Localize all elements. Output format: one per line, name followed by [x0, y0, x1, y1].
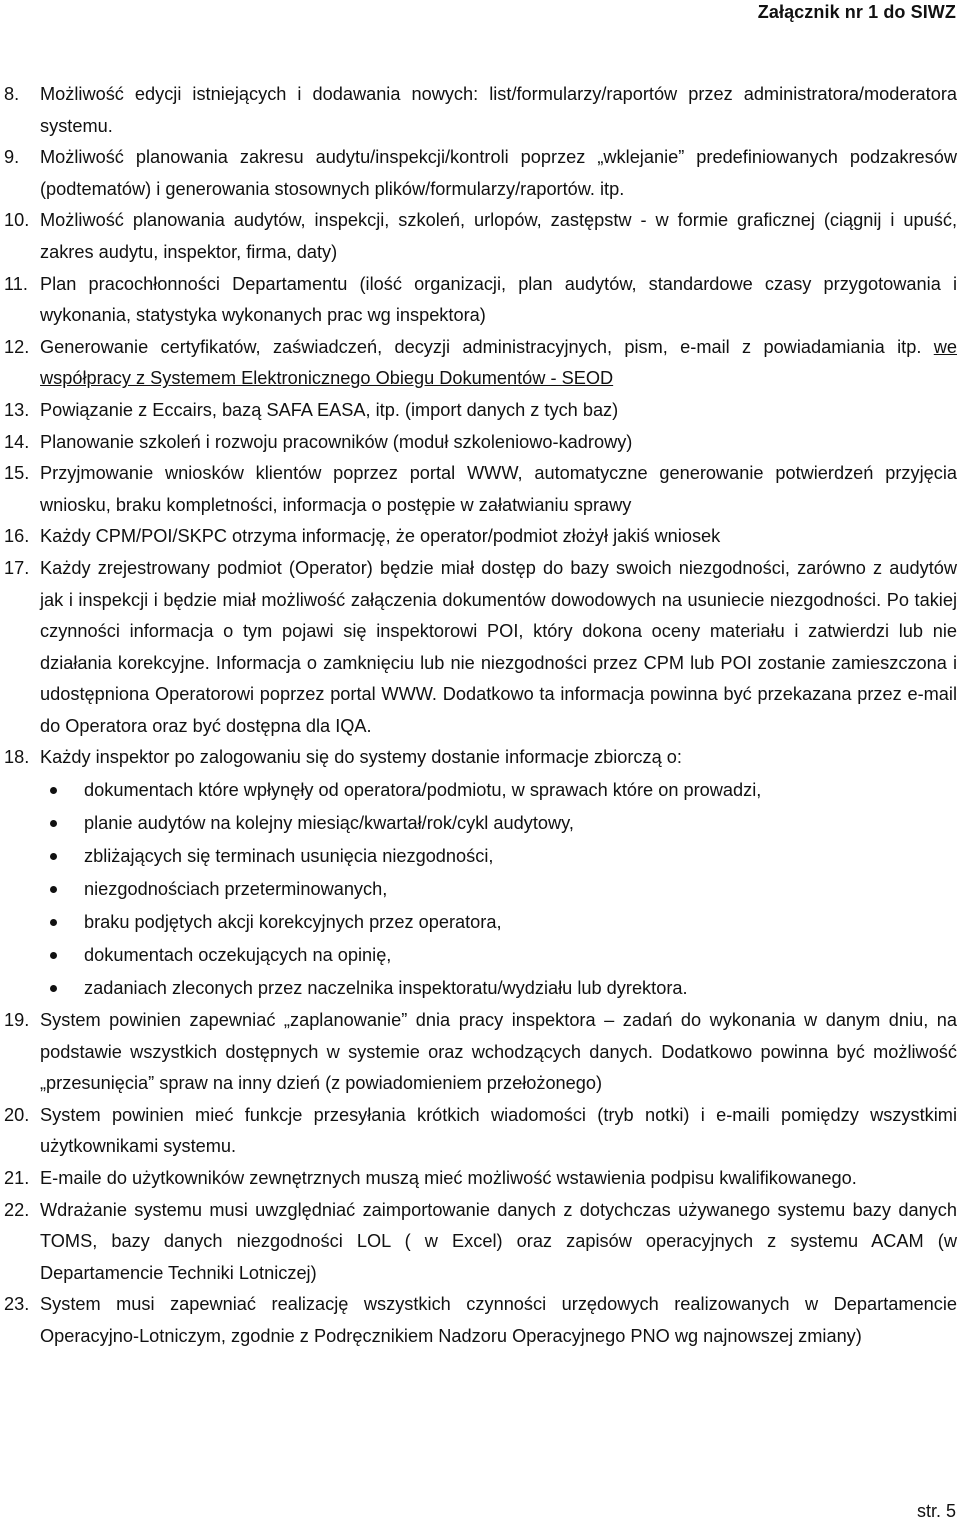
bullet-text: planie audytów na kolejny miesiąc/kwartał/rok/cykl audytowy,	[84, 813, 574, 834]
item-number: 22.	[4, 1199, 30, 1220]
bullet-item	[4, 840, 957, 873]
item-number: 13.	[4, 399, 30, 420]
list-item	[4, 1195, 957, 1290]
list-item	[4, 332, 957, 395]
item-number: 12.	[4, 336, 30, 357]
item-text: Każdy CPM/POI/SKPC otrzyma informację, że operator/podmiot złożył jakiś wniosek	[40, 526, 721, 547]
bullet-item	[4, 807, 957, 840]
bullet-item	[4, 774, 957, 807]
bullet-icon	[50, 886, 57, 893]
item-number: 9.	[4, 147, 20, 168]
list-item	[4, 458, 957, 521]
item-number: 21.	[4, 1168, 30, 1189]
item-number: 17.	[4, 557, 30, 578]
bullet-text: zadaniach zleconych przez naczelnika inspektoratu/wydziału lub dyrektora.	[84, 978, 688, 999]
bullet-icon	[50, 919, 57, 926]
list-item	[4, 1100, 957, 1163]
list-item	[4, 269, 957, 332]
list-item	[4, 742, 957, 774]
item-text: E-maile do użytkowników zewnętrznych muszą mieć możliwość wstawienia podpisu kwalifikowanego.	[40, 1168, 857, 1189]
list-item	[4, 1163, 957, 1195]
bullet-text: zbliżających się terminach usunięcia niezgodności,	[84, 846, 494, 867]
item-number: 19.	[4, 1010, 30, 1031]
list-item	[4, 142, 957, 205]
item-number: 14.	[4, 431, 30, 452]
item-number: 15.	[4, 463, 30, 484]
bullet-text: niezgodnościach przeterminowanych,	[84, 879, 388, 900]
list-item	[4, 1005, 957, 1100]
bullet-icon	[50, 787, 57, 794]
item-number: 20.	[4, 1104, 30, 1125]
item-text: Możliwość edycji istniejących i dodawania nowych: list/formularzy/raportów przez administratora/moderatora systemu.	[40, 84, 957, 136]
item-number: 8.	[4, 84, 20, 104]
list-item	[4, 395, 957, 427]
page-header-title: Załącznik nr 1 do SIWZ	[757, 2, 956, 22]
item-text: System powinien zapewniać „zaplanowanie” dnia pracy inspektora – zadań do wykonania w danym dniu, na podstawie wszystkich dostępnych w systemie oraz wchodzących danych. Dodatkowo powinna być możliwość „przesunięcia” spraw na inny dzień (z powiadomieniem przełożonego)	[40, 1010, 957, 1094]
bullet-icon	[50, 985, 57, 992]
list-item	[4, 79, 957, 142]
bullet-item	[4, 972, 957, 1005]
item-text: Powiązanie z Eccairs, bazą SAFA EASA, itp. (import danych z tych baz)	[40, 399, 619, 420]
bullet-icon	[50, 820, 57, 827]
item-number: 10.	[4, 210, 30, 231]
bullet-text: dokumentach oczekujących na opinię,	[84, 945, 392, 966]
item-text: System musi zapewniać realizację wszystkich czynności urzędowych realizowanych w Departamencie Operacyjno-Lotniczym, zgodnie z Podręcznikiem Nadzoru Operacyjnego PNO wg najnowszej zmiany)	[40, 1294, 957, 1346]
item-number: 18.	[4, 747, 30, 768]
item-number: 23.	[4, 1294, 30, 1315]
item-text: Możliwość planowania audytów, inspekcji, szkoleń, urlopów, zastępstw - w formie graficznej (ciągnij i upuść, zakres audytu, inspektor, firma, daty)	[40, 210, 957, 262]
item-text: Przyjmowanie wniosków klientów poprzez portal WWW, automatyczne generowanie potwierdzeń przyjęcia wniosku, braku kompletności, informacja o postępie w załatwianiu sprawy	[40, 463, 957, 515]
item-text: Możliwość planowania zakresu audytu/inspekcji/kontroli poprzez „wklejanie” predefiniowanych podzakresów (podtematów) i generowania stosownych plików/formularzy/raportów. itp.	[40, 147, 957, 199]
list-item	[4, 553, 957, 743]
bullet-icon	[50, 853, 57, 860]
document-body	[4, 79, 957, 1353]
bullet-item	[4, 906, 957, 939]
bullet-text: braku podjętych akcji korekcyjnych przez operatora,	[84, 912, 502, 933]
seod-link[interactable]: we współpracy z Systemem Elektronicznego Obiegu Dokumentów - SEOD	[40, 336, 957, 389]
bullet-icon	[50, 952, 57, 959]
bullet-item	[4, 939, 957, 972]
item-text: Wdrażanie systemu musi uwzględniać zaimportowanie danych z dotychczas używanego systemu bazy danych TOMS, bazy danych niezgodności LOL ( w Excel) oraz zapisów operacyjnych z systemu ACAM (w Departamencie Techniki Lotniczej)	[40, 1199, 957, 1283]
page-number: str. 5	[916, 1501, 956, 1521]
list-item	[4, 521, 957, 553]
bullet-item	[4, 873, 957, 906]
bullet-text: dokumentach które wpłynęły od operatora/podmiotu, w sprawach które on prowadzi,	[84, 780, 762, 801]
item-text: System powinien mieć funkcje przesyłania krótkich wiadomości (tryb notki) i e-maili pomiędzy wszystkimi użytkownikami systemu.	[40, 1104, 957, 1157]
bullet-list	[4, 774, 957, 1005]
item-number: 11.	[4, 273, 28, 294]
item-text: Planowanie szkoleń i rozwoju pracowników (moduł szkoleniowo-kadrowy)	[40, 431, 633, 452]
list-item	[4, 205, 957, 268]
item-text: Każdy inspektor po zalogowaniu się do systemy dostanie informacje zbiorczą o:	[40, 747, 682, 768]
item-text: Każdy zrejestrowany podmiot (Operator) będzie miał dostęp do bazy swoich niezgodności, zarówno z audytów jak i inspekcji i będzie miał możliwość załączenia dokumentów dowodowych na usuniecie niezgodności. Po takiej czynności informacja o tym pojawi się inspektorowi POI, który dokona oceny materiału i zatwierdzi lub nie działania korekcyjne. Informacja o zamknięciu lub nie niezgodności przez CPM lub POI zostanie zamieszczona i udostępniona Operatorowi poprzez portal WWW. Dodatkowo ta informacja powinna być przekazana przez e-mail do Operatora oraz być dostępna dla IQA.	[40, 557, 957, 736]
item-number: 16.	[4, 526, 30, 547]
list-item	[4, 427, 957, 459]
list-item	[4, 1289, 957, 1352]
item-text: Plan pracochłonności Departamentu (ilość organizacji, plan audytów, standardowe czasy przygotowania i wykonania, statystyka wykonanych prac wg inspektora)	[40, 273, 957, 326]
item-text: Generowanie certyfikatów, zaświadczeń, decyzji administracyjnych, pism, e-mail z powiadamiania itp.	[40, 336, 934, 357]
